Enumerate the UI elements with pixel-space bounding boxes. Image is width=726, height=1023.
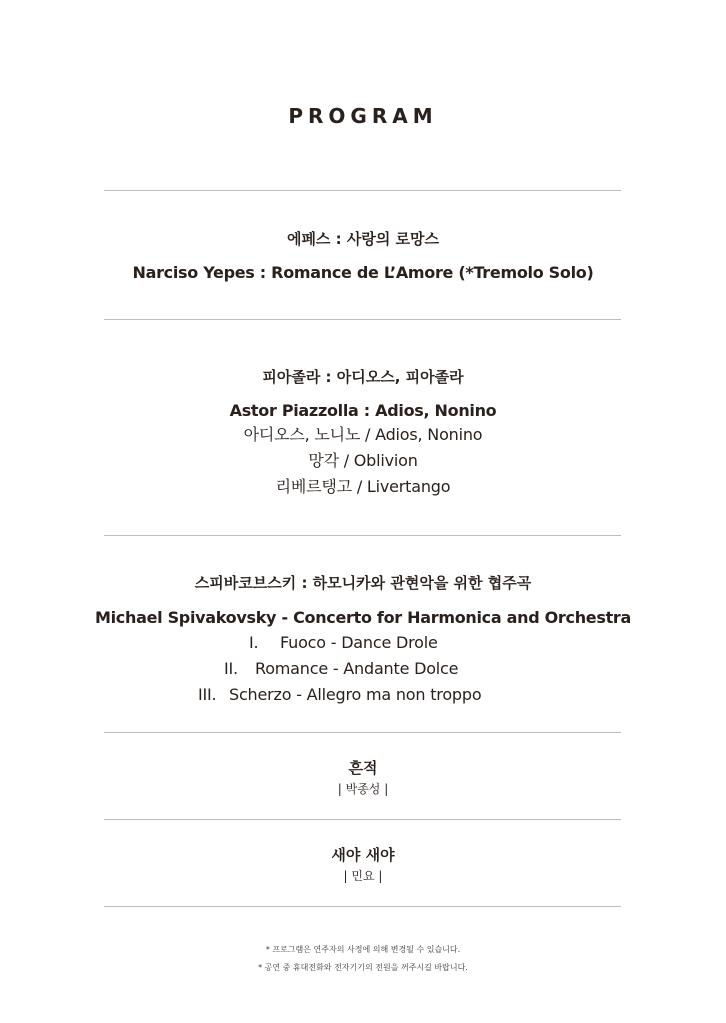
divider	[104, 535, 621, 536]
piece-item: 망각 / Oblivion	[308, 451, 418, 470]
page-title: PROGRAM	[288, 104, 438, 128]
footnote: * 공연 중 휴대전화와 전자기기의 전원을 꺼주시길 바랍니다.	[258, 963, 468, 972]
divider	[104, 190, 621, 191]
footnote: * 프로그램은 연주자의 사정에 의해 변경될 수 있습니다.	[265, 945, 461, 954]
divider	[104, 819, 621, 820]
movement-item	[249, 632, 438, 654]
piece-item: 아디오스, 노니노 / Adios, Nonino	[243, 425, 483, 444]
piece-title-korean: 피아졸라 : 아디오스, 피아졸라	[262, 368, 464, 386]
piece-title-korean: 새야 새야	[331, 846, 395, 864]
program-section-saeya	[0, 845, 726, 884]
movement-title: Scherzo - Allegro ma non troppo	[229, 685, 482, 704]
movement-item	[198, 684, 481, 706]
piece-title-korean: 스피바코브스키 : 하모니카와 관현악을 위한 협주곡	[194, 574, 532, 592]
piece-title-english: Astor Piazzolla : Adios, Nonino	[229, 401, 497, 420]
movement-number: I.	[249, 633, 259, 652]
movement-title: Romance - Andante Dolce	[255, 659, 459, 678]
composer-credit: | 박종성 |	[337, 782, 389, 796]
movement-number: II.	[224, 659, 238, 678]
piece-title-korean: 에페스 : 사랑의 로망스	[286, 230, 440, 248]
program-section-spivakovsky	[0, 573, 726, 629]
movement-number: III.	[198, 685, 217, 704]
composer-credit: | 민요 |	[343, 869, 383, 883]
piece-item: 리베르탱고 / Livertango	[275, 477, 451, 496]
piece-title-korean: 흔적	[348, 759, 378, 777]
divider	[104, 906, 621, 907]
program-section-yepes	[0, 229, 726, 284]
program-section-heunjeok	[0, 758, 726, 797]
divider	[104, 319, 621, 320]
piece-title-english: Michael Spivakovsky - Concerto for Harmonica and Orchestra	[94, 608, 631, 627]
footnotes	[0, 944, 726, 973]
program-section-piazzolla	[0, 367, 726, 500]
movement-title: Fuoco - Dance Drole	[280, 633, 438, 652]
movement-item	[224, 658, 458, 680]
piece-title-english: Narciso Yepes : Romance de L’Amore (*Tremolo Solo)	[132, 263, 594, 282]
divider	[104, 732, 621, 733]
